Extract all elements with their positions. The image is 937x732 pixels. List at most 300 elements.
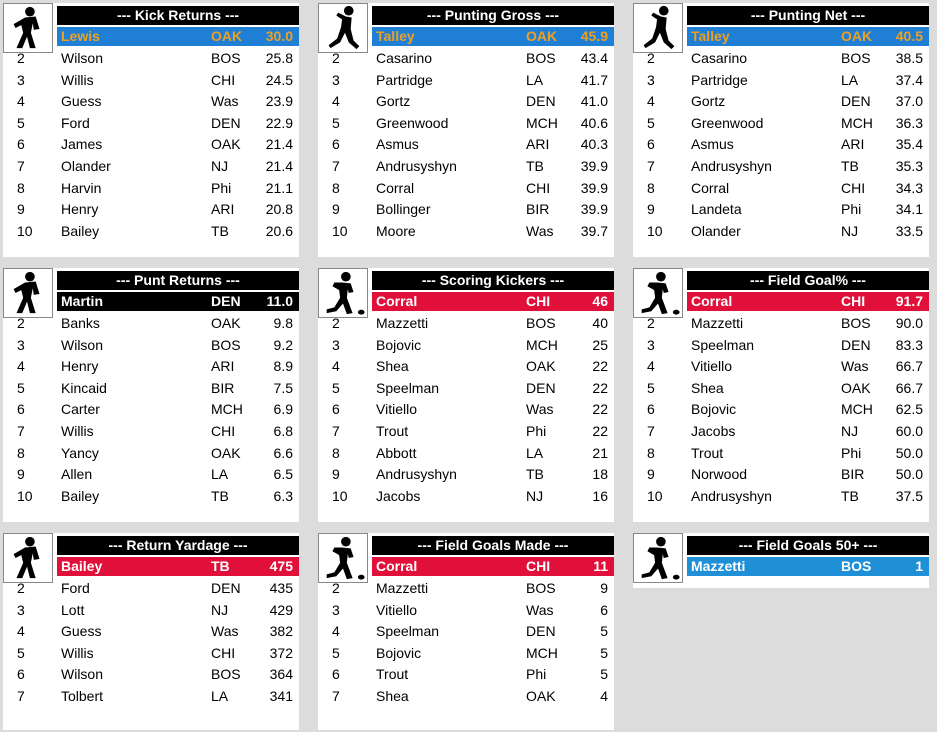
list-item — [318, 686, 614, 708]
rank: 4 — [332, 623, 340, 640]
leader-panel — [318, 3, 614, 257]
list-item — [3, 421, 299, 443]
team-code: Phi — [526, 666, 547, 683]
team-code: OAK — [526, 28, 558, 44]
stat-value: 21.1 — [265, 179, 293, 196]
team-code: Was — [841, 358, 869, 375]
stat-value: 83.3 — [895, 336, 923, 353]
player-name: Gortz — [691, 93, 726, 110]
player-name: Asmus — [376, 136, 419, 153]
team-code: DEN — [211, 580, 241, 596]
team-code: TB — [211, 487, 229, 504]
list-item — [318, 486, 614, 508]
stat-value: 6.6 — [273, 444, 293, 461]
list-item — [318, 313, 614, 335]
player-name: Willis — [61, 644, 94, 661]
stat-value: 7.5 — [273, 379, 293, 396]
team-code: CHI — [526, 558, 551, 574]
team-code: MCH — [526, 114, 558, 131]
team-code: TB — [211, 222, 229, 239]
stat-value: 50.0 — [895, 466, 923, 483]
rank: 7 — [332, 157, 340, 174]
rank: 6 — [647, 136, 655, 153]
leader-panel — [633, 533, 929, 588]
leader-list — [3, 313, 299, 507]
rank: 8 — [332, 179, 340, 196]
stat-value: 6.9 — [273, 401, 293, 418]
list-item — [633, 464, 929, 486]
list-item — [633, 313, 929, 335]
player-name: Speelman — [376, 623, 440, 640]
team-code: MCH — [526, 336, 558, 353]
stat-value: 8.9 — [273, 358, 293, 375]
team-code: CHI — [526, 179, 551, 196]
player-name: Trout — [376, 422, 409, 439]
leader-list — [633, 313, 929, 507]
team-code: BOS — [211, 50, 241, 66]
panel-title: --- Punting Gross --- — [372, 6, 614, 25]
stat-value: 21 — [592, 444, 608, 461]
rank: 3 — [332, 336, 340, 353]
player-name: Talley — [691, 28, 730, 44]
team-code: NJ — [211, 601, 229, 618]
list-item — [3, 335, 299, 357]
team-code: MCH — [841, 114, 873, 131]
stat-value: 45.9 — [580, 28, 608, 44]
player-name: Trout — [376, 666, 409, 683]
list-item — [3, 643, 299, 665]
rank: 4 — [17, 93, 25, 110]
player-name: Bailey — [61, 558, 103, 574]
player-name: Allen — [61, 466, 93, 483]
player-name: Corral — [376, 179, 415, 196]
player-name: Lott — [61, 601, 85, 618]
player-name: Carter — [61, 401, 100, 418]
stat-value: 20.6 — [265, 222, 293, 239]
team-code: DEN — [526, 623, 556, 640]
team-code: ARI — [526, 136, 550, 153]
team-code: OAK — [211, 444, 241, 461]
player-name: Corral — [691, 293, 733, 309]
rank: 9 — [17, 466, 25, 483]
rank: 7 — [332, 687, 340, 704]
panel-title: --- Return Yardage --- — [57, 536, 299, 555]
rank: 10 — [647, 222, 663, 239]
list-item — [3, 113, 299, 135]
stat-value: 6 — [600, 601, 608, 618]
player-name: Norwood — [691, 466, 748, 483]
player-name: Guess — [61, 623, 102, 640]
list-item — [3, 48, 299, 70]
team-code: DEN — [841, 336, 871, 353]
team-code: Phi — [841, 444, 862, 461]
team-code: Phi — [526, 422, 547, 439]
team-code: DEN — [211, 293, 241, 309]
player-name: Willis — [61, 71, 94, 88]
leader-list — [318, 578, 614, 708]
player-name: Moore — [376, 222, 416, 239]
player-name: Tolbert — [61, 687, 104, 704]
list-item — [318, 356, 614, 378]
rank: 6 — [332, 136, 340, 153]
player-name: Andrusyshyn — [691, 157, 772, 174]
rank: 7 — [647, 422, 655, 439]
rank: 7 — [17, 422, 25, 439]
player-name: Greenwood — [691, 114, 764, 131]
list-item — [3, 443, 299, 465]
team-code: BIR — [211, 379, 235, 396]
rank: 8 — [332, 444, 340, 461]
team-code: DEN — [211, 114, 241, 131]
stat-value: 23.9 — [265, 93, 293, 110]
player-name: Speelman — [376, 379, 440, 396]
player-name: Greenwood — [376, 114, 449, 131]
rank: 4 — [17, 623, 25, 640]
rank: 5 — [17, 379, 25, 396]
list-item — [633, 378, 929, 400]
stat-value: 16 — [592, 487, 608, 504]
leader-panel — [633, 268, 929, 522]
player-name: Shea — [691, 379, 724, 396]
stat-value: 46 — [592, 293, 608, 309]
rank: 2 — [17, 50, 25, 66]
list-item — [318, 421, 614, 443]
rank: 6 — [332, 401, 340, 418]
player-name: Martin — [61, 293, 103, 309]
player-name: Mazzetti — [376, 580, 429, 596]
rank: 4 — [647, 93, 655, 110]
stat-value: 364 — [269, 666, 293, 683]
list-item — [633, 421, 929, 443]
rank: 6 — [332, 666, 340, 683]
team-code: TB — [211, 558, 230, 574]
stat-value: 36.3 — [895, 114, 923, 131]
team-code: BOS — [211, 666, 241, 683]
list-item — [633, 134, 929, 156]
stat-value: 22.9 — [265, 114, 293, 131]
player-name: Mazzetti — [376, 315, 429, 331]
player-name: Partridge — [376, 71, 433, 88]
stat-value: 62.5 — [895, 401, 923, 418]
player-name: Olander — [691, 222, 741, 239]
stat-value: 60.0 — [895, 422, 923, 439]
team-code: ARI — [211, 201, 235, 218]
stat-value: 35.4 — [895, 136, 923, 153]
stat-value: 341 — [269, 687, 293, 704]
list-item — [318, 464, 614, 486]
panel-title: --- Scoring Kickers --- — [372, 271, 614, 290]
panel-title: --- Field Goals Made --- — [372, 536, 614, 555]
returner-icon — [3, 533, 53, 583]
list-item — [633, 221, 929, 243]
rank: 5 — [17, 114, 25, 131]
stat-value: 5 — [600, 666, 608, 683]
player-name: Jacobs — [691, 422, 736, 439]
team-code: LA — [211, 687, 229, 704]
team-code: OAK — [526, 358, 556, 375]
player-name: Shea — [376, 358, 409, 375]
list-item — [318, 70, 614, 92]
rank: 2 — [17, 580, 25, 596]
team-code: LA — [526, 444, 544, 461]
team-code: TB — [841, 487, 859, 504]
team-code: BIR — [841, 466, 865, 483]
team-code: Was — [526, 222, 554, 239]
stat-value: 34.3 — [895, 179, 923, 196]
player-name: Trout — [691, 444, 724, 461]
player-name: Ford — [61, 114, 90, 131]
player-name: Speelman — [691, 336, 755, 353]
list-item — [633, 113, 929, 135]
rank: 3 — [647, 336, 655, 353]
team-code: DEN — [526, 93, 556, 110]
rank: 6 — [17, 401, 25, 418]
leader-panel — [318, 268, 614, 522]
list-item — [3, 464, 299, 486]
player-name: Bojovic — [376, 644, 422, 661]
player-name: Kincaid — [61, 379, 107, 396]
leader-row — [57, 557, 299, 576]
player-name: Henry — [61, 358, 99, 375]
stat-value: 40.6 — [580, 114, 608, 131]
rank: 6 — [17, 666, 25, 683]
stat-value: 66.7 — [895, 379, 923, 396]
team-code: BOS — [211, 336, 241, 353]
list-item — [318, 378, 614, 400]
player-name: Guess — [61, 93, 102, 110]
team-code: BOS — [841, 315, 871, 331]
player-name: Landeta — [691, 201, 742, 218]
stat-value: 475 — [269, 558, 293, 574]
list-item — [3, 664, 299, 686]
list-item — [3, 399, 299, 421]
team-code: Was — [526, 401, 554, 418]
team-code: Phi — [211, 179, 232, 196]
rank: 7 — [17, 157, 25, 174]
team-code: MCH — [211, 401, 243, 418]
stat-value: 429 — [269, 601, 293, 618]
player-name: Olander — [61, 157, 111, 174]
player-name: Banks — [61, 315, 100, 331]
list-item — [318, 664, 614, 686]
stat-value: 4 — [600, 687, 608, 704]
list-item — [318, 643, 614, 665]
team-code: OAK — [526, 687, 556, 704]
list-item — [633, 178, 929, 200]
player-name: Corral — [376, 558, 418, 574]
player-name: Vitiello — [691, 358, 732, 375]
rank: 9 — [17, 201, 25, 218]
rank: 10 — [17, 487, 33, 504]
player-name: Andrusyshyn — [376, 157, 457, 174]
team-code: TB — [841, 157, 859, 174]
team-code: CHI — [526, 293, 551, 309]
player-name: Partridge — [691, 71, 748, 88]
team-code: TB — [526, 157, 544, 174]
stat-value: 40.3 — [580, 136, 608, 153]
stat-value: 43.4 — [580, 50, 608, 66]
leader-panel — [318, 533, 614, 730]
rank: 2 — [647, 50, 655, 66]
stat-value: 41.0 — [580, 93, 608, 110]
stat-value: 21.4 — [265, 136, 293, 153]
rank: 2 — [647, 315, 655, 331]
player-name: Corral — [691, 179, 730, 196]
list-item — [318, 199, 614, 221]
rank: 10 — [647, 487, 663, 504]
team-code: OAK — [841, 379, 871, 396]
rank: 3 — [647, 71, 655, 88]
player-name: Wilson — [61, 336, 104, 353]
stat-value: 1 — [915, 558, 923, 574]
stat-value: 22 — [592, 422, 608, 439]
player-name: Andrusyshyn — [376, 466, 457, 483]
list-item — [318, 156, 614, 178]
stat-value: 6.5 — [273, 466, 293, 483]
team-code: ARI — [211, 358, 235, 375]
rank: 9 — [332, 201, 340, 218]
stat-value: 66.7 — [895, 358, 923, 375]
stat-value: 382 — [269, 623, 293, 640]
list-item — [3, 686, 299, 708]
team-code: CHI — [211, 644, 236, 661]
rank: 6 — [17, 136, 25, 153]
list-item — [318, 221, 614, 243]
panel-title: --- Field Goals 50+ --- — [687, 536, 929, 555]
rank: 7 — [647, 157, 655, 174]
stat-value: 39.9 — [580, 157, 608, 174]
list-item — [633, 356, 929, 378]
stat-value: 30.0 — [265, 28, 293, 44]
player-name: Abbott — [376, 444, 417, 461]
player-name: Harvin — [61, 179, 102, 196]
team-code: ARI — [841, 136, 865, 153]
list-item — [3, 378, 299, 400]
rank: 3 — [332, 71, 340, 88]
stat-value: 435 — [269, 580, 293, 596]
list-item — [633, 443, 929, 465]
leader-list — [633, 48, 929, 242]
team-code: LA — [841, 71, 859, 88]
team-code: MCH — [841, 401, 873, 418]
rank: 3 — [17, 601, 25, 618]
stat-value: 25 — [592, 336, 608, 353]
player-name: Gortz — [376, 93, 411, 110]
team-code: BOS — [526, 315, 556, 331]
rank: 10 — [332, 222, 348, 239]
player-name: Casarino — [376, 50, 433, 66]
player-name: Bailey — [61, 222, 100, 239]
kicker-icon — [633, 533, 683, 583]
team-code: NJ — [526, 487, 544, 504]
stat-value: 24.5 — [265, 71, 293, 88]
panel-title: --- Field Goal% --- — [687, 271, 929, 290]
rank: 9 — [332, 466, 340, 483]
list-item — [318, 178, 614, 200]
stat-value: 11.0 — [266, 293, 293, 309]
leader-row — [372, 557, 614, 576]
kicker-icon — [318, 268, 368, 318]
stat-value: 40 — [592, 315, 608, 331]
list-item — [3, 486, 299, 508]
stat-value: 21.4 — [265, 157, 293, 174]
player-name: Asmus — [691, 136, 734, 153]
team-code: BOS — [526, 580, 556, 596]
player-name: Willis — [61, 422, 94, 439]
team-code: Was — [526, 601, 554, 618]
team-code: Phi — [841, 201, 862, 218]
team-code: CHI — [841, 179, 866, 196]
rank: 10 — [17, 222, 33, 239]
player-name: Ford — [61, 580, 90, 596]
team-code: Was — [211, 93, 239, 110]
player-name: Bojovic — [691, 401, 737, 418]
list-item — [633, 199, 929, 221]
rank: 3 — [332, 601, 340, 618]
leader-list — [3, 578, 299, 708]
stat-value: 38.5 — [895, 50, 923, 66]
team-code: DEN — [841, 93, 871, 110]
stat-value: 9.8 — [273, 315, 293, 331]
leader-row — [687, 27, 929, 46]
stat-value: 91.7 — [895, 293, 923, 309]
rank: 2 — [332, 50, 340, 66]
leader-panel — [3, 268, 299, 522]
list-item — [3, 178, 299, 200]
list-item — [318, 578, 614, 600]
team-code: NJ — [841, 422, 859, 439]
player-name: Andrusyshyn — [691, 487, 772, 504]
kicker-icon — [633, 268, 683, 318]
player-name: James — [61, 136, 103, 153]
team-code: LA — [526, 71, 544, 88]
player-name: Vitiello — [376, 401, 417, 418]
stat-value: 41.7 — [580, 71, 608, 88]
list-item — [3, 134, 299, 156]
player-name: Talley — [376, 28, 415, 44]
leader-row — [687, 557, 929, 576]
rank: 7 — [332, 422, 340, 439]
punter-icon — [633, 3, 683, 53]
stat-value: 5 — [600, 644, 608, 661]
team-code: BOS — [841, 50, 871, 66]
stat-value: 22 — [592, 358, 608, 375]
leader-panel — [633, 3, 929, 257]
stat-value: 9 — [600, 580, 608, 596]
stat-value: 39.9 — [580, 201, 608, 218]
stat-value: 22 — [592, 401, 608, 418]
stat-value: 39.7 — [580, 222, 608, 239]
stat-value: 20.8 — [265, 201, 293, 218]
punter-icon — [318, 3, 368, 53]
stat-value: 50.0 — [895, 444, 923, 461]
team-code: CHI — [211, 71, 236, 88]
team-code: NJ — [211, 157, 229, 174]
player-name: Yancy — [61, 444, 99, 461]
rank: 3 — [17, 71, 25, 88]
rank: 9 — [647, 466, 655, 483]
team-code: OAK — [211, 315, 241, 331]
leader-row — [57, 27, 299, 46]
returner-icon — [3, 3, 53, 53]
team-code: BOS — [841, 558, 872, 574]
rank: 10 — [332, 487, 348, 504]
list-item — [3, 156, 299, 178]
list-item — [318, 600, 614, 622]
list-item — [633, 399, 929, 421]
rank: 7 — [17, 687, 25, 704]
player-name: Bollinger — [376, 201, 431, 218]
